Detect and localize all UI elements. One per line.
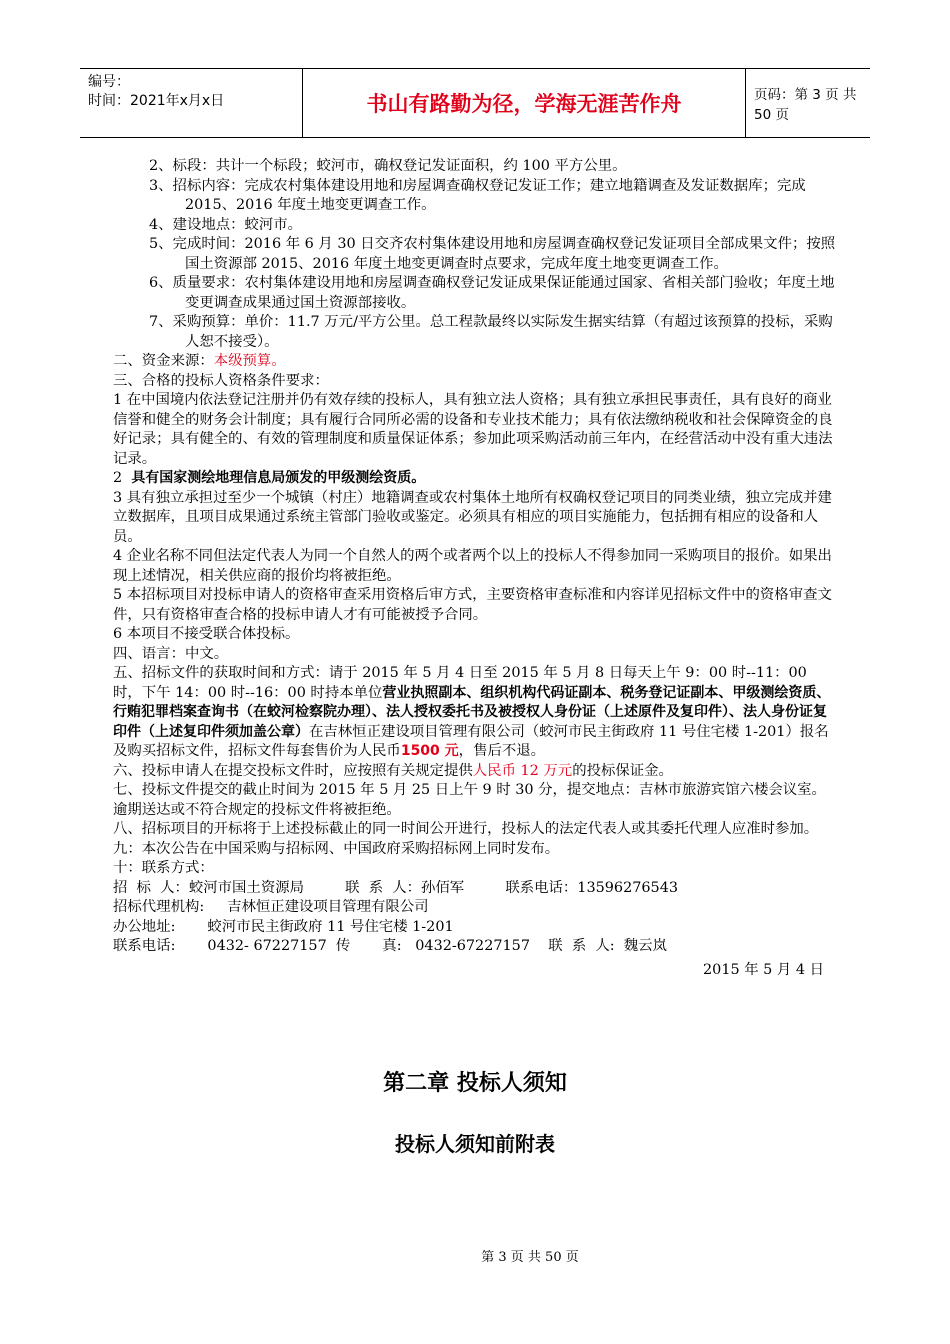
- contact-line-3: 办公地址: 蛟河市民主街政府 11 号住宅楼 1-201: [113, 918, 454, 935]
- qualification-1: 1 在中国境内依法登记注册并仍有效存续的投标人，具有独立法人资格；具有独立承担民事责任，具有良好的商业信誉和健全的财务会计制度；具有履行合同所必需的设备和专业技术能力；具有依法缴纳税收和社会保障资金的良好记录；具有健全的、有效的管理制度和质量保证体系；参加此项采购活动前三年内，在经营活动中没有重大违法记录。: [113, 392, 833, 467]
- time-label: 时间：2021年x月x日: [88, 93, 225, 109]
- section-one-items: [113, 157, 838, 352]
- qualification-6: 6 本项目不接受联合体投标。: [113, 626, 300, 642]
- opening-section: 八、招标项目的开标将于上述投标截止的同一时间公开进行，投标人的法定代表人或其委托代理人应准时参加。: [113, 821, 819, 837]
- qualification-2: 2 具有国家测绘地理信息局颁发的甲级测绘资质。: [113, 470, 426, 486]
- acquire-section: 五、招标文件的获取时间和方式：请于 2015 年 5 月 4 日至 2015 年 5 月 8 日每天上午 9：00 时--11：00 时，下午 14：00 时--16：00 时持本单位营业执照副本、组织机构代码证副本、税务登记证副本、甲级测绘资质、行贿犯罪档案查询书（在蛟河检察院办理）、法人授权委托书及被授权人身份证（上述原件及复印件）、法人身份证复印件（上述复印件须加盖公章）在吉林恒正建设项目管理有限公司（蛟河市民主街政府 11 号住宅楼 1-201）报名及购买招标文件，招标文件每套售价为人民币1500 元，售后不退。: [113, 665, 831, 759]
- list-item: 5、完成时间：2016 年 6 月 30 日交齐农村集体建设用地和房屋调查确权登记发证项目全部成果文件；按照国土资源部 2015、2016 年度土地变更调查时点要求，完成年度土地变更调查工作。: [149, 236, 836, 272]
- document-date: 2015 年 5 月 4 日: [703, 961, 824, 978]
- list-item: 7、采购预算：单价：11.7 万元/平方公里。总工程款最终以实际发生据实结算（有超过该预算的投标，采购人恕不接受）。: [149, 314, 833, 350]
- contact-line-1: 招 标 人：蛟河市国土资源局 联 系 人：孙佰军 联系电话：13596276543: [113, 879, 679, 896]
- qualification-4: 4 企业名称不同但法定代表人为同一个自然人的两个或者两个以上的投标人不得参加同一采购项目的报价。如果出现上述情况，相关供应商的报价均将被拒绝。: [113, 548, 832, 584]
- chapter-title: 第二章 投标人须知: [383, 1071, 567, 1096]
- language-section: 四、语言：中文。: [113, 645, 229, 662]
- contact-line-4: 联系电话: 0432- 67227157 传 真: 0432-67227157 联 系 人: 魏云岚: [113, 938, 667, 954]
- qualification-3: 3 具有独立承担过至少一个城镇（村庄）地籍调查或农村集体土地所有权确权登记项目的同类业绩，独立完成并建立数据库，且项目成果通过系统主管部门验收或鉴定。必须具有相应的项目实施能力，包括拥有相应的设备和人员。: [113, 489, 832, 545]
- document-body: [113, 157, 838, 980]
- deposit-amount: 人民币 12 万元: [472, 762, 573, 779]
- qualification-5: 5 本招标项目对投标申请人的资格审查采用资格后审方式，主要资格审查标准和内容详见招标文件中的资格审查文件，只有资格审查合格的投标申请人才有可能被授予合同。: [113, 587, 832, 623]
- page-footer: 第 3 页 共 50 页: [481, 1250, 579, 1265]
- publish-section: 九：本次公告在中国采购与招标网、中国政府采购招标网上同时发布。: [113, 840, 560, 857]
- header-meta: [80, 69, 303, 137]
- list-item: 3、招标内容：完成农村集体建设用地和房屋调查确权登记发证工作；建立地籍调查及发证数据库；完成 2015、2016 年度土地变更调查工作。: [149, 177, 806, 213]
- list-item: 2、标段：共计一个标段；蛟河市，确权登记发证面积，约 100 平方公里。: [149, 158, 627, 174]
- number-label: 编号：: [88, 74, 130, 90]
- header-motto: 书山有路勤为径，学海无涯苦作舟: [303, 69, 746, 137]
- qualification-title: 三、合格的投标人资格条件要求：: [113, 372, 329, 389]
- funding-source: 二、资金来源：本级预算。: [113, 353, 286, 369]
- contact-line-2: 招标代理机构: 吉林恒正建设项目管理有限公司: [113, 899, 429, 915]
- contact-title: 十：联系方式：: [113, 860, 214, 876]
- deadline-section: 七、投标文件提交的截止时间为 2015 年 5 月 25 日上午 9 时 30 分，提交地点：吉林市旅游宾馆六楼会议室。逾期送达或不符合规定的投标文件将被拒绝。: [113, 782, 826, 818]
- header-page-label: 页码：第 3 页 共 50 页: [754, 87, 857, 123]
- funding-value: 本级预算。: [213, 353, 286, 369]
- price-value: 1500 元: [400, 743, 459, 759]
- page-header: [80, 68, 870, 138]
- chapter-subtitle: 投标人须知前附表: [395, 1132, 555, 1156]
- list-item: 4、建设地点：蛟河市。: [149, 216, 303, 233]
- list-item: 6、质量要求：农村集体建设用地和房屋调查确权登记发证成果保证能通过国家、省相关部门验收；年度土地变更调查成果通过国土资源部接收。: [149, 275, 835, 311]
- deposit-section: 六、投标申请人在提交投标文件时，应按照有关规定提供人民币 12 万元的投标保证金。: [113, 762, 673, 779]
